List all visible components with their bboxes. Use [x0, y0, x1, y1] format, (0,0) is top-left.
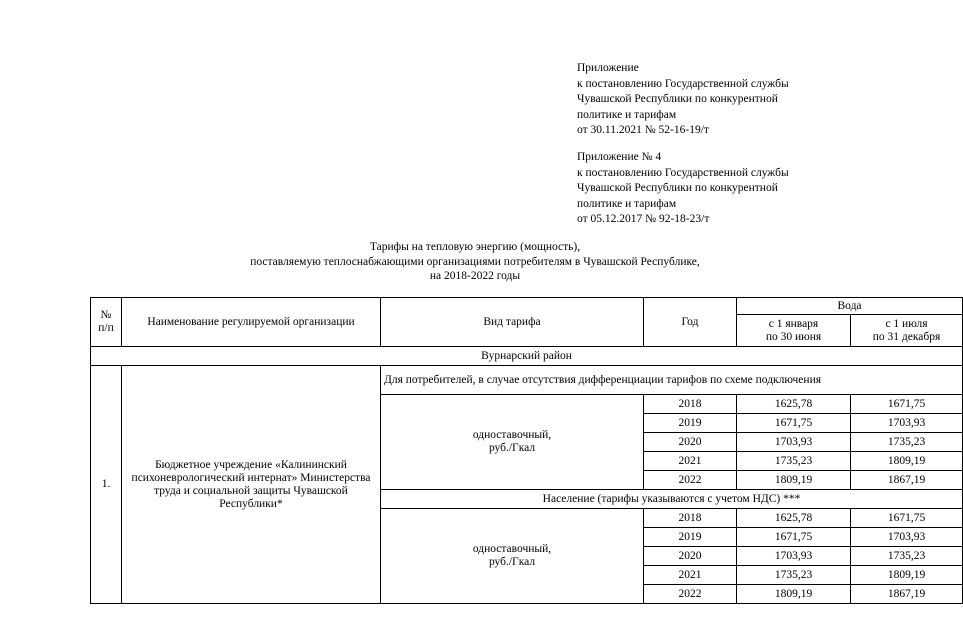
value-first-half: 1625,78: [737, 509, 851, 528]
title-line: Тарифы на тепловую энергию (мощность),: [369, 241, 581, 253]
value-first-half: 1703,93: [737, 547, 851, 566]
year-cell: 2020: [644, 433, 737, 452]
header-line: с 1 января: [768, 317, 819, 330]
year-cell: 2020: [644, 547, 737, 566]
tariff-type-line: руб./Гкал: [488, 442, 536, 454]
tariff-type-cell: [381, 395, 644, 490]
annex-block-original: [577, 150, 789, 228]
annex-line: от 05.12.2017 № 92-18-23/т: [577, 213, 710, 225]
annex-block-current: [577, 61, 789, 139]
section-label: Для потребителей, в случае отсутствия дифференциации тарифов по схеме подключения: [381, 366, 963, 395]
tariff-type-line: руб./Гкал: [488, 556, 536, 568]
header-line: с 1 июля: [885, 317, 928, 330]
annex-line: от 30.11.2021 № 52-16-19/т: [577, 124, 709, 136]
value-second-half: 1809,19: [851, 566, 963, 585]
header-line: по 31 декабря: [872, 330, 941, 343]
year-cell: 2021: [644, 566, 737, 585]
value-second-half: 1703,93: [851, 414, 963, 433]
tariff-type-line: одноставочный,: [472, 543, 552, 555]
header-line: по 30 июня: [765, 330, 822, 343]
annex-line: Чувашской Республики по конкурентной: [577, 182, 778, 194]
value-first-half: 1671,75: [737, 414, 851, 433]
header-org: Наименование регулируемой организации: [122, 298, 381, 347]
header-water: Вода: [737, 298, 963, 315]
value-first-half: 1735,23: [737, 452, 851, 471]
header-year: Год: [644, 298, 737, 347]
annex-line: Приложение: [577, 62, 639, 74]
year-cell: 2018: [644, 395, 737, 414]
year-cell: 2019: [644, 528, 737, 547]
value-first-half: 1735,23: [737, 566, 851, 585]
annex-line: Приложение № 4: [577, 151, 662, 163]
tariff-type-cell: [381, 509, 644, 604]
header-tariff-type: Вид тарифа: [381, 298, 644, 347]
value-second-half: 1671,75: [851, 509, 963, 528]
tariff-type-line: одноставочный,: [472, 429, 552, 441]
value-first-half: 1703,93: [737, 433, 851, 452]
value-first-half: 1809,19: [737, 471, 851, 490]
tariff-table: [90, 297, 963, 604]
year-cell: 2018: [644, 509, 737, 528]
year-cell: 2022: [644, 471, 737, 490]
value-second-half: 1735,23: [851, 547, 963, 566]
value-second-half: 1735,23: [851, 433, 963, 452]
year-cell: 2019: [644, 414, 737, 433]
value-second-half: 1703,93: [851, 528, 963, 547]
value-first-half: 1625,78: [737, 395, 851, 414]
value-second-half: 1671,75: [851, 395, 963, 414]
title-line: поставляемую теплоснабжающими организациями потребителям в Чувашской Республике,: [250, 255, 700, 268]
entry-number: 1.: [91, 366, 122, 604]
value-second-half: 1809,19: [851, 452, 963, 471]
organization-name: Бюджетное учреждение «Калининский психоневрологический интернат» Министерства труда и социальной защиты Чувашской Республики*: [122, 366, 381, 604]
header-num-line: №: [100, 309, 112, 321]
annex-line: к постановлению Государственной службы: [577, 77, 789, 90]
year-cell: 2021: [644, 452, 737, 471]
annex-line: к постановлению Государственной службы: [577, 166, 789, 179]
value-second-half: 1867,19: [851, 585, 963, 604]
annex-line: политике и тарифам: [577, 108, 677, 121]
annex-line: Чувашской Республики по конкурентной: [577, 93, 778, 105]
title-line: на 2018-2022 годы: [429, 270, 521, 282]
header-num: [91, 298, 122, 347]
value-first-half: 1809,19: [737, 585, 851, 604]
header-second-half: [851, 315, 963, 347]
header-num-line: п/п: [98, 322, 114, 334]
value-first-half: 1671,75: [737, 528, 851, 547]
header-first-half: [737, 315, 851, 347]
document-title: [150, 240, 800, 284]
value-second-half: 1867,19: [851, 471, 963, 490]
section-label: Население (тарифы указываются с учетом НДС) ***: [381, 490, 963, 509]
year-cell: 2022: [644, 585, 737, 604]
district-row: Вурнарский район: [91, 347, 963, 366]
annex-line: политике и тарифам: [577, 197, 677, 210]
